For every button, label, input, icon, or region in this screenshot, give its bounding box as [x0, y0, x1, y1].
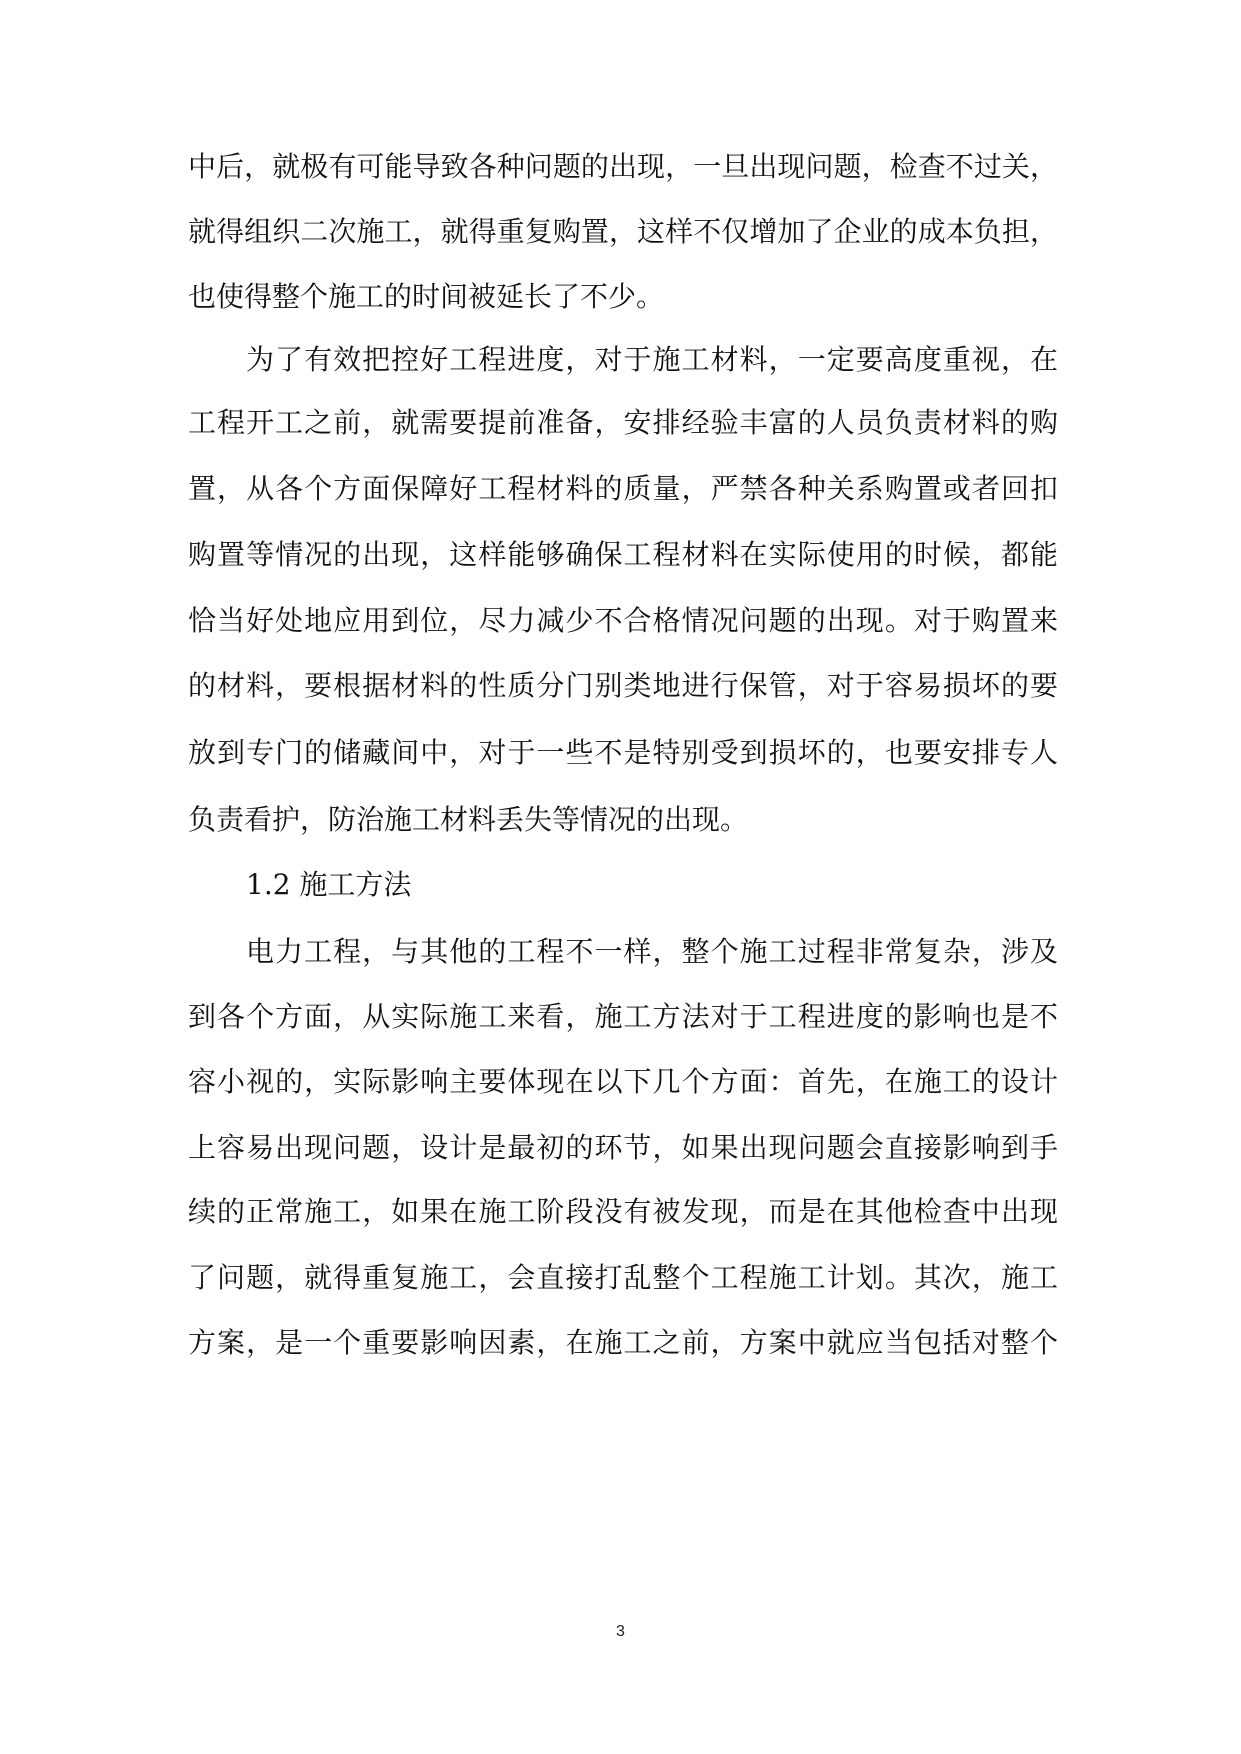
- paragraph-line: 电力工程，与其他的工程不一样，整个施工过程非常复杂，涉及: [246, 935, 1058, 968]
- paragraph-line: 续的正常施工，如果在施工阶段没有被发现，而是在其他检查中出现: [188, 1195, 1058, 1228]
- paragraph-line: 上容易出现问题，设计是最初的环节，如果出现问题会直接影响到手: [188, 1131, 1058, 1164]
- paragraph-line: 负责看护，防治施工材料丢失等情况的出现。: [188, 803, 749, 836]
- paragraph-line: 购置等情况的出现，这样能够确保工程材料在实际使用的时候，都能: [188, 538, 1058, 571]
- paragraph-line: 就得组织二次施工，就得重复购置，这样不仅增加了企业的成本负担，: [188, 215, 1058, 248]
- paragraph-line: 中后，就极有可能导致各种问题的出现，一旦出现问题，检查不过关，: [188, 150, 1058, 183]
- paragraph-line: 为了有效把控好工程进度，对于施工材料，一定要高度重视，在: [246, 343, 1058, 376]
- paragraph-line: 恰当好处地应用到位，尽力减少不合格情况问题的出现。对于购置来: [188, 604, 1058, 637]
- paragraph-line: 的材料，要根据材料的性质分门别类地进行保管，对于容易损坏的要: [188, 669, 1058, 702]
- paragraph-line: 放到专门的储藏间中，对于一些不是特别受到损坏的，也要安排专人: [188, 736, 1058, 769]
- paragraph-line: 置，从各个方面保障好工程材料的质量，严禁各种关系购置或者回扣: [188, 472, 1058, 505]
- page-number: 3: [616, 1623, 625, 1640]
- paragraph-line: 了问题，就得重复施工，会直接打乱整个工程施工计划。其次，施工: [188, 1261, 1058, 1294]
- paragraph-line: 方案，是一个重要影响因素，在施工之前，方案中就应当包括对整个: [188, 1326, 1058, 1359]
- paragraph-line: 到各个方面，从实际施工来看，施工方法对于工程进度的影响也是不: [188, 1000, 1058, 1033]
- paragraph-line: 也使得整个施工的时间被延长了不少。: [188, 280, 665, 313]
- paragraph-line: 容小视的，实际影响主要体现在以下几个方面：首先，在施工的设计: [188, 1065, 1058, 1098]
- section-heading: 1.2 施工方法: [246, 868, 412, 901]
- paragraph-line: 工程开工之前，就需要提前准备，安排经验丰富的人员负责材料的购: [188, 406, 1058, 439]
